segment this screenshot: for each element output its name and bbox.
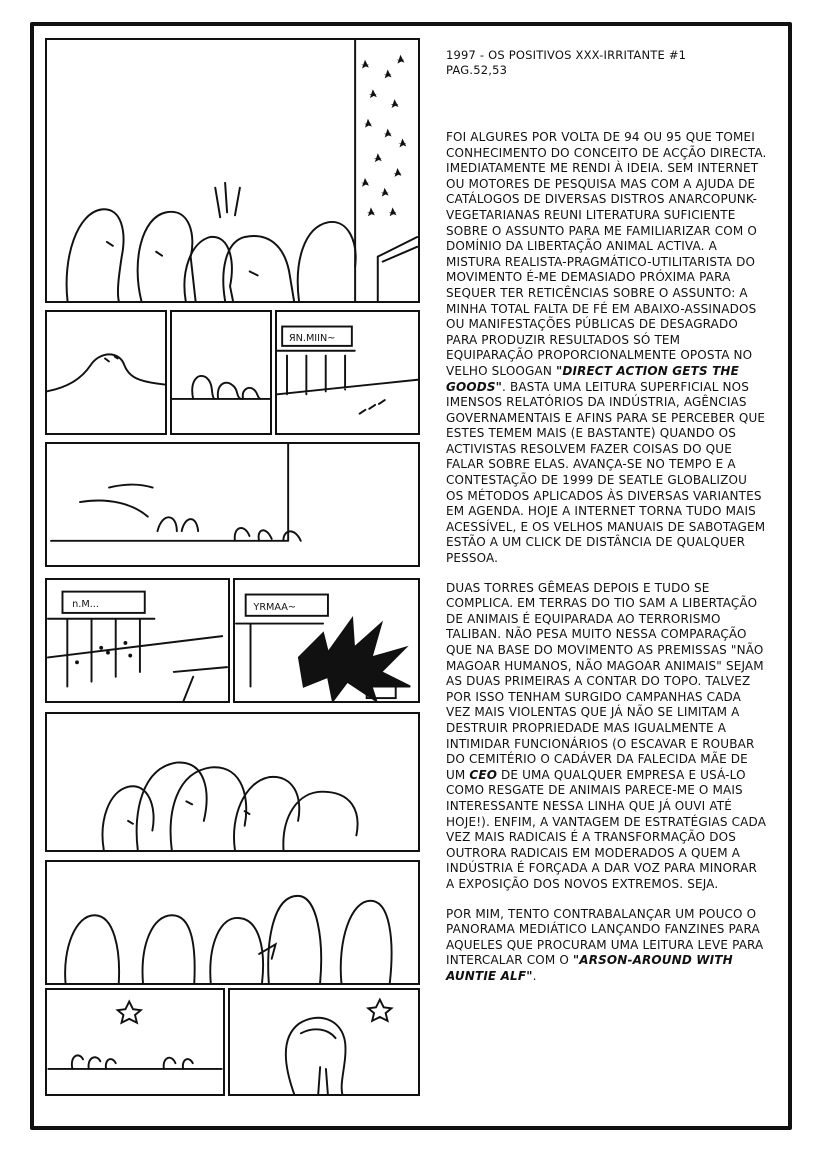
comic-panel-hooded-figure <box>228 988 420 1096</box>
paragraph-twin-towers <box>446 581 768 893</box>
star-icon <box>118 1002 141 1023</box>
comic-panel-masked-group <box>45 712 420 852</box>
star-icon <box>368 1000 391 1021</box>
comic-panel-broken-window <box>45 578 230 703</box>
paragraph-direct-action <box>446 130 768 567</box>
paragraph-2-text-b: DE UMA QUALQUER EMPRESA E USÁ-LO COMO RESGATE DE ANIMAIS PARECE-ME O MAIS INTERESSANTE NESSA LINHA QUE JÁ OUVI ATÉ HOJE!). ENFIM, A VANTAGEM DE ESTRATÉGIAS CADA VEZ MAIS RADICAIS É A TRANSFORMAÇÃO DOS OUTRORA RADICAIS EM MODERADOS A QUEM A INDÚSTRIA É FORÇADA A DAR VOZ PARA MINORAR A EXPOSIÇÃO DOS NOVOS EXTREMOS. SEJA. <box>446 767 767 891</box>
page-numbers: PAG.52,53 <box>446 63 508 77</box>
shop-sign-1: ЯN.MIIN~ <box>288 333 336 345</box>
comic-panel-throwing <box>45 442 420 567</box>
comic-panel-head-peek <box>45 310 167 435</box>
paragraph-fanzines <box>446 907 768 985</box>
comic-panel-silhouettes <box>45 860 420 985</box>
comic-panel-crowd-wall <box>45 38 420 303</box>
arson-around-title: "ARSON-AROUND WITH AUNTIE ALF" <box>446 953 733 983</box>
paragraph-3-text-a: POR MIM, TENTO CONTRABALANÇAR UM POUCO O PANORAMA MEDIÁTICO LANÇANDO FANZINES PARA AQUELES QUE PROCURAM UMA LEITURA LEVE PARA INTERCALAR COM O <box>446 906 764 968</box>
star-swarm-icon <box>361 55 406 217</box>
comic-panel-crouching-figures <box>170 310 272 435</box>
direct-action-slogan: "DIRECT ACTION GETS THE GOODS" <box>446 363 739 394</box>
paragraph-1-text-a: FOI ALGURES POR VOLTA DE 94 OU 95 QUE TOMEI CONHECIMENTO DO CONCEITO DE ACÇÃO DIRECTA. IMEDIATAMENTE ME RENDI À IDEIA. SEM INTERNET OU MOTORES DE PESQUISA MAS COM A AJUDA DE CATÁLOGOS DE DIVERSAS DISTROS ANARCOPUNK-VEGETARIANAS REUNI LITERATURA SUFICIENTE SOBRE O ASSUNTO PARA ME FAMILIARIZAR COM O DOMÍNIO DA LIBERTAÇÃO ANIMAL ACTIVA. A MISTURA REALISTA-PRAGMÁTICO-UTILITARISTA DO MOVIMENTO É-ME DEMASIADO PRÓXIMA PARA SEQUER TER RETICÊNCIAS SOBRE O ASSUNTO: A MINHA TOTAL FALTA DE FÉ EM ABAIXO-ASSINADOS OU MANIFESTAÇÕES PÚBLICAS DE DESAGRADO PARA PRODUZIR RESULTADOS SÓ TEM EQUIPARAÇÃO PROPORCIONALMENTE OPOSTA NO VELHO SLOOGAN <box>446 130 767 378</box>
page-header <box>446 48 768 78</box>
article-text-column <box>446 48 768 998</box>
paragraph-3-text-b: . <box>532 968 537 983</box>
shop-sign-2: n.M... <box>72 599 99 611</box>
shop-sign-3: YRMAA~ <box>253 602 297 614</box>
paragraph-2-text-a: DUAS TORRES GÊMEAS DEPOIS E TUDO SE COMPLICA. EM TERRAS DO TIO SAM A LIBERTAÇÃO DE ANIMAIS É EQUIPARADA AO TERRORISMO TALIBAN. NÃO PESA MUITO NESSA COMPARAÇÃO QUE NA BASE DO MOVIMENTO AS PREMISSAS "NÃO MAGOAR HUMANOS, NÃO MAGOAR ANIMAIS" SEJAM AS DUAS PRIMEIRAS A CONTAR DO TOPO. TALVEZ POR ISSO TENHAM SURGIDO CAMPANHAS CADA VEZ MAIS VIOLENTAS QUE JÁ NÃO SE LIMITAM A DESTRUIR PROPRIEDADE MAS IGUALMENTE A INTIMIDAR FUNCIONÁRIOS (O ESCAVAR E ROUBAR DO CEMITÉRIO O CADÁVER DA FALECIDA MÃE DE UM <box>446 580 764 782</box>
publication-title: 1997 - OS POSITIVOS XXX-IRRITANTE #1 <box>446 48 687 62</box>
comic-panel-explosion <box>233 578 420 703</box>
comic-panel-storefront <box>275 310 420 435</box>
comic-panel-distant-figures <box>45 988 225 1096</box>
ceo-emphasis: CEO <box>469 767 498 782</box>
paragraph-1-text-b: . BASTA UMA LEITURA SUPERFICIAL NOS IMENSOS RELATÓRIOS DA INDÚSTRIA, AGÊNCIAS GOVERNAMENTAIS E AFINS PARA SE PERCEBER QUE ESTES TEMEM MAIS (E BASTANTE) QUANDO OS ACTIVISTAS RESOLVEM FAZER COISAS DO QUE FALAR SOBRE ELAS. AVANÇA-SE NO TEMPO E A CONTESTAÇÃO DE 1999 DE SEATLE GLOBALIZOU OS MÉTODOS APLICADOS ÀS DIVERSAS VARIANTES EM AGENDA. HOJE A INTERNET TORNA TUDO MAIS ACESSÍVEL, E OS VELHOS MANUAIS DE SABOTAGEM ESTÃO A UM CLICK DE DISTÂNCIA DE QUALQUER PESSOA. <box>446 379 766 566</box>
